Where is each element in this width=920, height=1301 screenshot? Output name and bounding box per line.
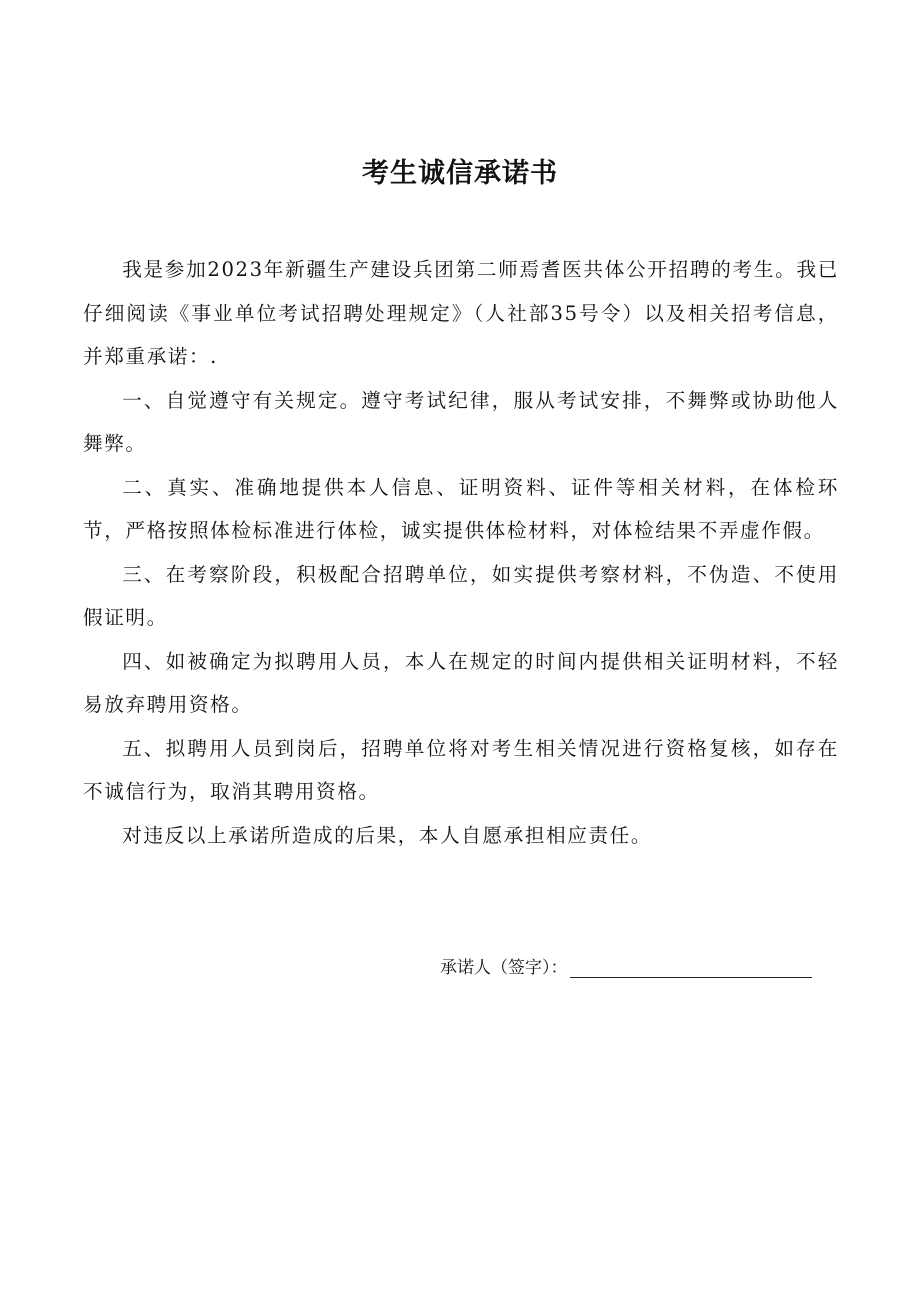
commitment-item-1: 一、自觉遵守有关规定。遵守考试纪律，服从考试安排，不舞弊或协助他人舞弊。 xyxy=(83,388,839,455)
signature-block xyxy=(440,948,840,988)
commitment-item-2: 二、真实、准确地提供本人信息、证明资料、证件等相关材料，在体检环节，严格按照体检标准进行体检，诚实提供体检材料，对体检结果不弄虚作假。 xyxy=(83,475,839,542)
document-body xyxy=(83,248,839,857)
commitment-item-3: 三、在考察阶段，积极配合招聘单位，如实提供考察材料，不伪造、不使用假证明。 xyxy=(83,562,839,629)
document-title: 考生诚信承诺书 xyxy=(362,158,558,189)
commitment-item-4: 四、如被确定为拟聘用人员，本人在规定的时间内提供相关证明材料，不轻易放弃聘用资格。 xyxy=(83,649,839,716)
signature-line[interactable] xyxy=(570,951,812,978)
signature-label: 承诺人（签字）： xyxy=(440,958,568,978)
closing-paragraph: 对违反以上承诺所造成的后果，本人自愿承担相应责任。 xyxy=(122,823,653,847)
commitment-item-5: 五、拟聘用人员到岗后，招聘单位将对考生相关情况进行资格复核，如存在不诚信行为，取消其聘用资格。 xyxy=(83,736,839,803)
intro-paragraph: 我是参加2023年新疆生产建设兵团第二师焉耆医共体公开招聘的考生。我已仔细阅读《事业单位考试招聘处理规定》（人社部35号令）以及相关招考信息，并郑重承诺：. xyxy=(83,258,839,368)
